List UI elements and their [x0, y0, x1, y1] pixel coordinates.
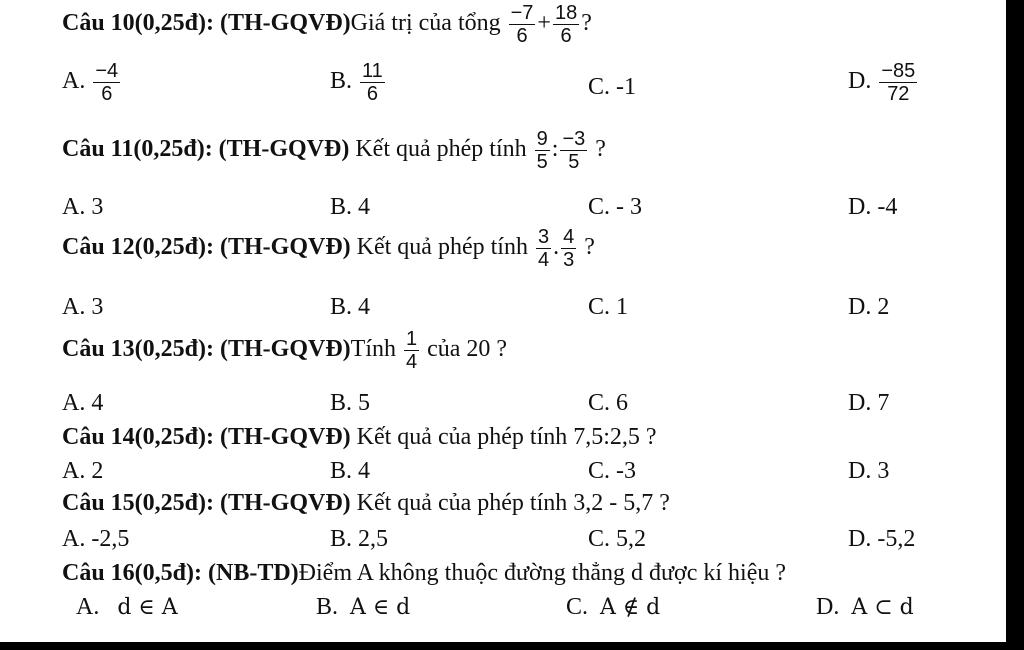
fraction: $\frac{3}{4}$	[537, 226, 550, 271]
option-d[interactable]: D. 3	[848, 458, 890, 484]
option-b[interactable]: B. 5	[330, 390, 371, 416]
option-d[interactable]: D. $\frac{-85}{72}$	[848, 60, 916, 105]
option-a[interactable]: A. 3	[62, 194, 104, 220]
option-c[interactable]: C. -3	[588, 458, 637, 484]
option-a[interactable]: A. $\frac{-4}{6}$	[62, 60, 119, 105]
option-b[interactable]: B. 2,5	[330, 526, 389, 552]
question-text: Kết quả của phép tính 7,5:2,5 ?	[356, 424, 657, 450]
option-c[interactable]: C. 1	[588, 294, 629, 320]
question-12	[62, 226, 1002, 271]
question-11	[62, 128, 1002, 173]
option-b[interactable]: B. 4	[330, 294, 371, 320]
question-13	[62, 328, 1002, 373]
option-a[interactable]: A. 2	[62, 458, 104, 484]
question-suffix: ?	[584, 234, 595, 261]
option-d[interactable]: D. -4	[848, 194, 898, 220]
option-d[interactable]: D. 2	[848, 294, 890, 320]
option-c[interactable]: C. -1	[588, 74, 637, 100]
fraction: $\frac{4}{3}$	[563, 226, 575, 271]
option-b[interactable]: B. 4	[330, 194, 371, 220]
option-d[interactable]: D. -5,2	[848, 526, 916, 552]
option-a[interactable]: A. -2,5	[62, 526, 130, 552]
option-d[interactable]: D. A ⊂ d	[816, 594, 914, 620]
question-prefix: Câu 13(0,25đ): (TH-GQVĐ)	[62, 336, 351, 363]
question-prefix: Câu 15(0,25đ): (TH-GQVĐ)	[62, 490, 351, 516]
question-16	[62, 560, 1002, 587]
option-c[interactable]: C. 5,2	[588, 526, 647, 552]
option-c[interactable]: C. 6	[588, 390, 629, 416]
question-text: Điểm A không thuộc đường thẳng d được kí hiệu ?	[298, 560, 787, 586]
question-10	[62, 2, 1002, 47]
option-c[interactable]: C. A ∉ d	[566, 594, 661, 620]
question-14	[62, 424, 1002, 451]
operator: .	[553, 234, 560, 261]
question-text: Kết quả của phép tính 3,2 - 5,7 ?	[356, 490, 670, 516]
option-c[interactable]: C. - 3	[588, 194, 643, 220]
operator: +	[537, 10, 551, 37]
fraction: $\frac{-7}{6}$	[510, 2, 534, 47]
fraction: $\frac{1}{4}$	[405, 328, 418, 373]
question-prefix: Câu 16(0,5đ): (NB-TD)	[62, 560, 299, 586]
option-b[interactable]: B. $\frac{11}{6}$	[330, 60, 383, 105]
question-text: Kết quả phép tính	[355, 136, 527, 163]
question-prefix: Câu 12(0,25đ): (TH-GQVĐ)	[62, 234, 351, 261]
options-10	[0, 60, 1006, 110]
question-prefix: Câu 10(0,25đ): (TH-GQVĐ)	[62, 10, 351, 37]
operator: :	[551, 136, 559, 163]
question-suffix: ?	[581, 10, 592, 37]
fraction: $\frac{-3}{5}$	[562, 128, 586, 173]
option-a[interactable]: A. 4	[62, 390, 104, 416]
question-suffix: ?	[595, 136, 606, 163]
option-b[interactable]: B. 4	[330, 458, 371, 484]
question-prefix: Câu 11(0,25đ): (TH-GQVĐ)	[62, 136, 350, 163]
option-b[interactable]: B. A ∈ d	[316, 594, 411, 620]
option-a[interactable]: A. d ∈ A	[76, 594, 178, 620]
question-15	[62, 490, 1002, 517]
fraction: $\frac{18}{6}$	[554, 2, 578, 47]
option-a[interactable]: A. 3	[62, 294, 104, 320]
question-suffix: của 20 ?	[427, 336, 508, 363]
question-text: Kết quả phép tính	[356, 234, 528, 261]
fraction: $\frac{9}{5}$	[536, 128, 548, 173]
question-prefix: Câu 14(0,25đ): (TH-GQVĐ)	[62, 424, 351, 450]
question-text: Giá trị của tổng	[350, 10, 501, 37]
option-d[interactable]: D. 7	[848, 390, 890, 416]
question-text: Tính	[350, 336, 396, 363]
